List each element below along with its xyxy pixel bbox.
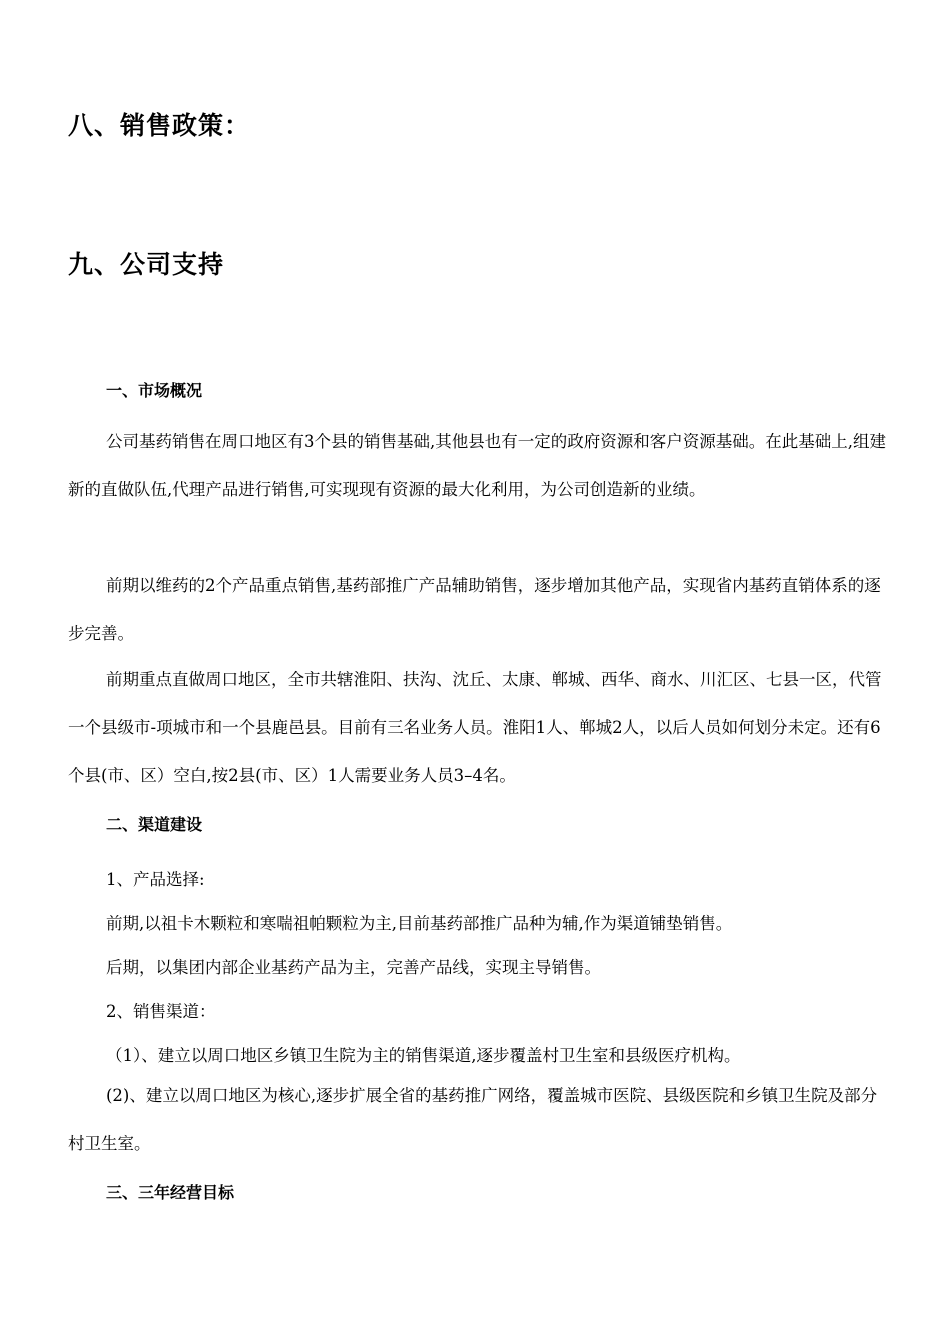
market-paragraph-3-text: 前期重点直做周口地区，全市共辖淮阳、扶沟、沈丘、太康、郸城、西华、商水、川汇区、七县一区，代管一个县级市-项城市和一个县鹿邑县。目前有三名业务人员。淮阳1人、郸城2人，以后人员如何划分未定。还有6个县(市、区）空白,按2县(市、区）1人需要业务人员3–4名。 (68, 670, 882, 785)
market-paragraph-2-text: 前期以维药的2个产品重点销售,基药部推广产品辅助销售，逐步增加其他产品，实现省内基药直销体系的逐步完善。 (68, 576, 881, 643)
heading-market-overview: 一、市场概况 (106, 381, 203, 400)
market-paragraph-1-text: 公司基药销售在周口地区有3个县的销售基础,其他县也有一定的政府资源和客户资源基础。在此基础上,组建新的直做队伍,代理产品进行销售,可实现现有资源的最大化利用，为公司创造新的业绩。 (68, 432, 886, 499)
sales-channel-item-2-text: (2)、建立以周口地区为核心,逐步扩展全省的基药推广网络，覆盖城市医院、县级医院和乡镇卫生院及部分村卫生室。 (68, 1086, 878, 1153)
product-later-text: 后期，以集团内部企业基药产品为主，完善产品线，实现主导销售。 (106, 958, 601, 977)
sales-channel-title: 2、销售渠道： (106, 1002, 216, 1021)
sales-channel-item-2 (68, 1072, 890, 1168)
product-selection-title: 1、产品选择: (106, 870, 205, 889)
market-paragraph-2 (68, 562, 890, 658)
heading-company-support: 九、公司支持 (68, 250, 225, 279)
heading-three-year-goals: 三、三年经营目标 (106, 1183, 235, 1202)
product-early-text: 前期,以祖卡木颗粒和寒喘祖帕颗粒为主,目前基药部推广品种为辅,作为渠道铺垫销售。 (106, 914, 733, 933)
market-paragraph-3 (68, 656, 890, 800)
heading-sales-policy: 八、销售政策： (68, 111, 251, 140)
heading-channel-building: 二、渠道建设 (106, 815, 203, 834)
market-paragraph-1 (68, 418, 890, 514)
sales-channel-item-1: （1）、建立以周口地区乡镇卫生院为主的销售渠道,逐步覆盖村卫生室和县级医疗机构。 (106, 1046, 741, 1065)
